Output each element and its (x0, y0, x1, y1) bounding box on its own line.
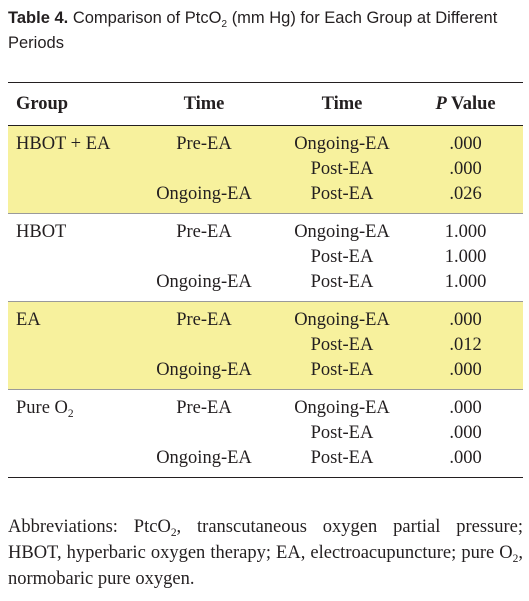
table-row (8, 302, 523, 334)
table-row (8, 270, 523, 302)
time-1-cell: Pre-EA (132, 302, 276, 334)
p-value-cell: .000 (408, 358, 523, 390)
group-name: HBOT + EA (8, 126, 132, 158)
p-value-cell: .000 (408, 126, 523, 158)
time-2-cell: Ongoing-EA (294, 398, 390, 418)
time-1-cell: Pre-EA (132, 126, 276, 158)
table-caption (8, 6, 523, 56)
table-row (8, 421, 523, 446)
time-1-cell (132, 157, 276, 182)
time-1-cell: Ongoing-EA (132, 182, 276, 214)
time-2-cell: Ongoing-EA (276, 302, 408, 334)
time-1-cell (132, 333, 276, 358)
time-2-cell: Post-EA (276, 157, 408, 182)
group-name-text: Pure O (16, 398, 68, 418)
time-1-cell: Ongoing-EA (156, 272, 252, 292)
table-footnote (8, 514, 523, 592)
group-block-ea (8, 302, 523, 390)
comparison-table (8, 82, 523, 478)
group-name-empty (8, 358, 132, 390)
time-2-cell: Post-EA (310, 448, 374, 468)
table-row (8, 358, 523, 390)
table-row (8, 245, 523, 270)
header-p-letter: P (435, 93, 447, 114)
time-1-cell (132, 421, 276, 446)
header-p-value (408, 83, 523, 126)
time-1-cell: Pre-EA (176, 398, 232, 418)
p-value-cell: .000 (408, 157, 523, 182)
p-value-cell: .000 (449, 398, 482, 418)
table-row (8, 446, 523, 478)
table-row (8, 157, 523, 182)
p-value-cell: 1.000 (444, 247, 487, 267)
header-group: Group (8, 83, 132, 126)
caption-text (8, 9, 497, 52)
p-value-cell: .000 (408, 302, 523, 334)
time-1-cell (132, 245, 276, 270)
time-2-cell: Post-EA (310, 423, 374, 443)
group-name-empty (8, 270, 132, 302)
time-2-cell: Ongoing-EA (276, 126, 408, 158)
time-2-cell: Post-EA (276, 182, 408, 214)
group-name-empty (8, 182, 132, 214)
group-name-empty (8, 245, 132, 270)
p-value-cell: .000 (449, 423, 482, 443)
time-1-cell: Ongoing-EA (132, 358, 276, 390)
header-time-1: Time (132, 83, 276, 126)
group-block-hbot-ea (8, 126, 523, 214)
group-block-pure-o2 (8, 390, 523, 478)
group-block-hbot (8, 214, 523, 302)
p-value-cell: .000 (449, 448, 482, 468)
time-2-cell: Post-EA (310, 272, 374, 292)
group-name: HBOT (16, 222, 67, 242)
p-value-cell: .026 (408, 182, 523, 214)
time-2-cell: Post-EA (276, 333, 408, 358)
header-row (8, 83, 523, 126)
table-row (8, 214, 523, 246)
time-1-cell: Pre-EA (176, 222, 232, 242)
header-time-2: Time (276, 83, 408, 126)
group-name-subscript: 2 (67, 408, 74, 420)
table-label: Table 4. (8, 9, 69, 27)
footnote-subscript-2: 2 (512, 553, 519, 565)
footnote-part-2: , transcutaneous oxygen partial pressure; HBOT, hyperbaric oxygen therapy; EA, electroacupuncture; pure O (8, 517, 524, 563)
group-name-empty (8, 421, 132, 446)
time-2-cell: Ongoing-EA (294, 222, 390, 242)
table-row (8, 333, 523, 358)
header-p-rest: Value (451, 93, 496, 114)
group-name-empty (8, 333, 132, 358)
p-value-cell: 1.000 (444, 222, 487, 242)
group-name: EA (8, 302, 132, 334)
footnote-subscript-1: 2 (170, 527, 177, 539)
table-row (8, 126, 523, 158)
footnote-part-1: Abbreviations: PtcO (8, 517, 171, 537)
table-row (8, 182, 523, 214)
p-value-cell: 1.000 (444, 272, 487, 292)
caption-text-start: Comparison of PtcO (72, 9, 222, 27)
group-name-empty (8, 446, 132, 478)
caption-text-end: (mm Hg) for Each Group at Different Periods (8, 9, 498, 52)
time-1-cell: Ongoing-EA (156, 448, 252, 468)
p-value-cell: .012 (408, 333, 523, 358)
group-name (8, 390, 132, 422)
time-2-cell: Post-EA (310, 247, 374, 267)
time-2-cell: Post-EA (276, 358, 408, 390)
table-row (8, 390, 523, 422)
caption-subscript: 2 (221, 18, 228, 30)
footnote-part-3: , normobaric pure oxygen. (8, 543, 523, 589)
group-name-empty (8, 157, 132, 182)
